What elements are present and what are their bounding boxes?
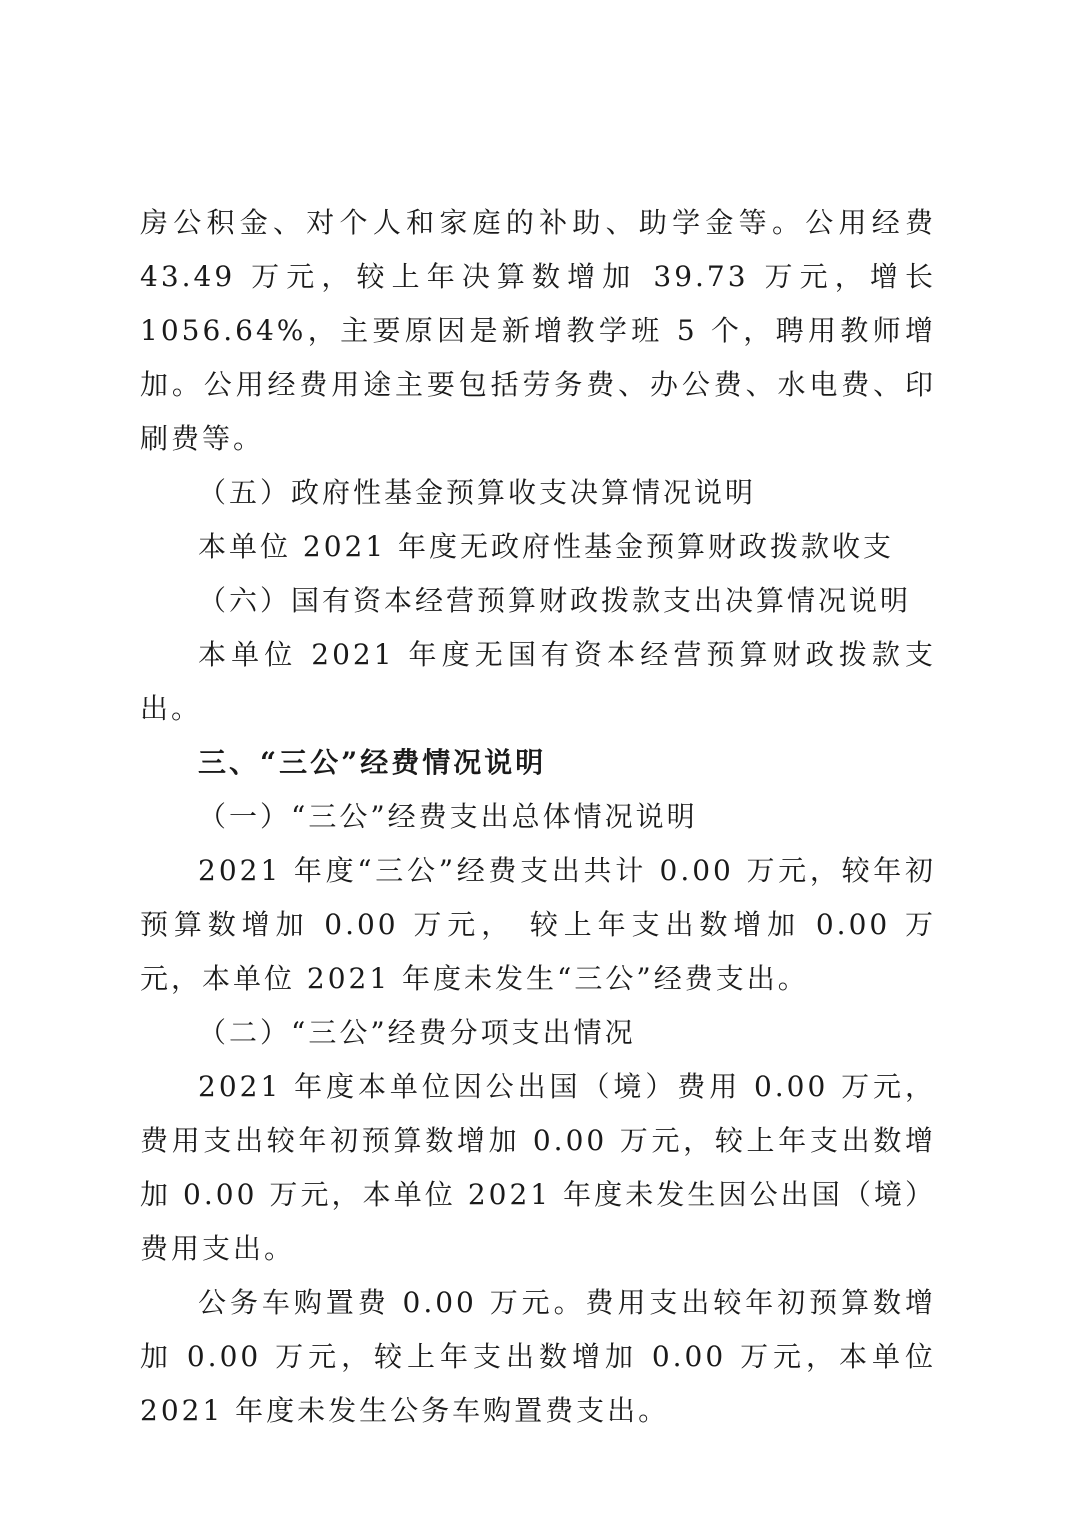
document-body [140, 196, 936, 1438]
subheading-three-public-overall: （一）“三公”经费支出总体情况说明 [198, 800, 698, 833]
section-heading-three-public: 三、“三公”经费情况说明 [198, 746, 547, 779]
paragraph-public-funds: 房公积金、对个人和家庭的补助、助学金等。公用经费 43.49 万元，较上年决算数增加 39.73 万元，增长 1056.64%，主要原因是新增教学班 5 个，聘用教师增加。公用经费用途主要包括劳务费、办公费、水电费、印刷费等。 [140, 206, 936, 455]
paragraph-three-public-overall: 2021 年度“三公”经费支出共计 0.00 万元，较年初预算数增加 0.00 万元， 较上年支出数增加 0.00 万元，本单位 2021 年度未发生“三公”经费支出。 [140, 854, 936, 995]
paragraph-government-fund: 本单位 2021 年度无政府性基金预算财政拨款收支 [198, 530, 895, 563]
paragraph-vehicle-purchase: 公务车购置费 0.00 万元。费用支出较年初预算数增加 0.00 万元，较上年支出数增加 0.00 万元，本单位 2021 年度未发生公务车购置费支出。 [140, 1286, 936, 1427]
subheading-three-public-items: （二）“三公”经费分项支出情况 [198, 1016, 636, 1049]
paragraph-overseas-travel: 2021 年度本单位因公出国（境）费用 0.00 万元，费用支出较年初预算数增加 0.00 万元，较上年支出数增加 0.00 万元，本单位 2021 年度未发生因公出国（境）费用支出。 [140, 1070, 936, 1265]
subheading-government-fund: （五）政府性基金预算收支决算情况说明 [198, 476, 757, 509]
subheading-state-capital: （六）国有资本经营预算财政拨款支出决算情况说明 [198, 584, 912, 617]
paragraph-state-capital: 本单位 2021 年度无国有资本经营预算财政拨款支出。 [140, 638, 936, 725]
